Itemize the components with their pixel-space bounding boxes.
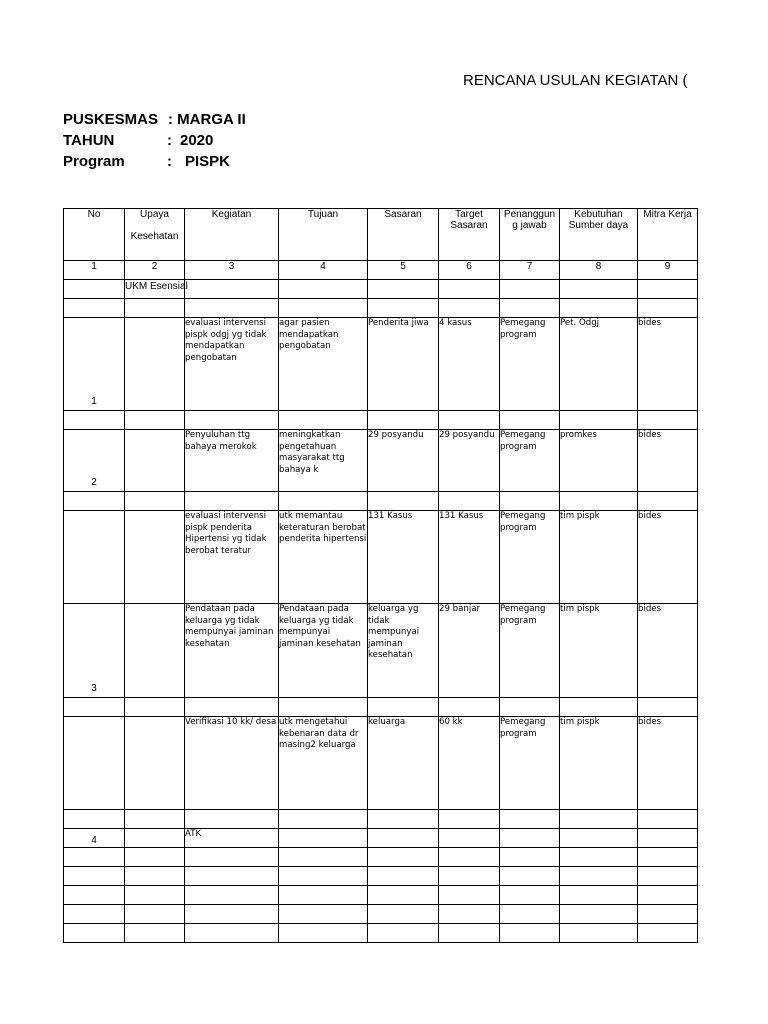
row-number: 2 [91, 477, 97, 488]
col-number: 1 [64, 261, 125, 280]
col-number: 4 [279, 261, 368, 280]
tujuan-cell: utk memantau keteraturan berobat penderita hipertensi [279, 511, 368, 604]
header-kebutuhan [560, 209, 638, 261]
sasaran-cell: 131 Kasus [368, 511, 439, 604]
sasaran-cell: keluarga [368, 717, 439, 810]
mitra-cell: bides [638, 717, 698, 810]
kebutuhan-cell: promkes [560, 430, 638, 492]
header-upaya [125, 209, 185, 261]
empty-cell [64, 280, 125, 299]
penanggung-cell: Pemegang program [500, 604, 560, 698]
sasaran-cell: Penderita jiwa [368, 318, 439, 411]
mitra-cell: bides [638, 604, 698, 698]
kegiatan-cell: ATK [185, 829, 279, 848]
row-no-cell [64, 430, 125, 492]
spacer-row [64, 299, 698, 318]
row-number: 1 [91, 396, 97, 407]
row-no-cell [64, 604, 125, 698]
empty-row [64, 867, 698, 886]
activity-row [64, 430, 698, 492]
target-cell: 4 kasus [439, 318, 500, 411]
header-no: No [64, 209, 125, 261]
penanggung-cell: Pemegang program [500, 318, 560, 411]
empty-row [64, 848, 698, 867]
penanggung-cell: Pemegang program [500, 717, 560, 810]
target-cell: 29 posyandu [439, 430, 500, 492]
kebutuhan-cell: tim pispk [560, 604, 638, 698]
target-cell: 60 kk [439, 717, 500, 810]
activity-row [64, 318, 698, 411]
mitra-cell: bides [638, 430, 698, 492]
spacer-row [64, 698, 698, 717]
penanggung-cell: Pemegang program [500, 430, 560, 492]
row-no-cell [64, 511, 125, 604]
spacer-row [64, 810, 698, 829]
section-cell [125, 280, 188, 299]
col-number: 5 [368, 261, 439, 280]
tujuan-cell: Pendataan pada keluarga yg tidak mempunyai jaminan kesehatan [279, 604, 368, 698]
col-number: 3 [185, 261, 279, 280]
empty-row [64, 924, 698, 943]
header-penanggung [500, 209, 560, 261]
col-number: 7 [500, 261, 560, 280]
row-number: 3 [91, 683, 97, 694]
activity-row [64, 511, 698, 604]
tujuan-cell: meningkatkan pengetahuan masyarakat ttg bahaya k [279, 430, 368, 492]
empty-row [64, 905, 698, 924]
kebutuhan-cell: tim pispk [560, 511, 638, 604]
activity-table [63, 208, 698, 943]
mitra-cell: bides [638, 511, 698, 604]
column-number-row [64, 261, 698, 280]
spacer-row [64, 411, 698, 430]
header-sasaran: Sasaran [368, 209, 439, 261]
header-target-text: Target Sasaran [450, 209, 488, 231]
kegiatan-cell: evaluasi intervensi pispk odgj yg tidak mendapatkan pengobatan [185, 318, 279, 411]
sasaran-cell: 29 posyandu [368, 430, 439, 492]
header-upaya-text: Upaya Kesehatan [130, 209, 179, 242]
mitra-cell: bides [638, 318, 698, 411]
kegiatan-cell: Penyuluhan ttg bahaya merokok [185, 430, 279, 492]
activity-row [64, 604, 698, 698]
document-title: RENCANA USULAN KEGIATAN ( [463, 72, 688, 89]
target-cell: 29 banjar [439, 604, 500, 698]
activity-row [64, 829, 698, 848]
row-no-cell [64, 318, 125, 411]
header-mitra: Mitra Kerja [638, 209, 698, 261]
row-number: 4 [91, 835, 97, 846]
header-kebutuhan-text: Kebutuhan Sumber daya [568, 209, 629, 231]
kebutuhan-cell: Pet. Odgj [560, 318, 638, 411]
col-number: 6 [439, 261, 500, 280]
spacer-row [64, 492, 698, 511]
kegiatan-cell: Verifikasi 10 kk/ desa [185, 717, 279, 810]
meta-program-label: Program [63, 153, 125, 170]
sasaran-cell: keluarga yg tidak mempunyai jaminan kesehatan [368, 604, 439, 698]
row-no-cell [64, 717, 125, 810]
meta-puskesmas-value: : MARGA II [168, 111, 246, 128]
header-row [64, 209, 698, 261]
empty-row [64, 886, 698, 905]
kegiatan-cell: evaluasi intervensi pispk penderita Hipertensi yg tidak berobat teratur [185, 511, 279, 604]
kebutuhan-cell: tim pispk [560, 717, 638, 810]
meta-tahun-label: TAHUN [63, 132, 115, 149]
meta-tahun-value: 2020 [180, 132, 214, 149]
header-tujuan: Tujuan [279, 209, 368, 261]
kegiatan-cell: Pendataan pada keluarga yg tidak mempunyai jaminan kesehatan [185, 604, 279, 698]
col-number: 8 [560, 261, 638, 280]
section-row [64, 280, 698, 299]
meta-program-colon: : [167, 153, 172, 170]
row-no-cell [64, 829, 125, 848]
header-penanggung-text: Penanggun g jawab [503, 209, 556, 231]
section-label: UKM Esensial [125, 281, 188, 292]
target-cell: 131 Kasus [439, 511, 500, 604]
col-number: 2 [125, 261, 185, 280]
meta-puskesmas-label: PUSKESMAS [63, 111, 159, 128]
meta-program-value: PISPK [185, 153, 231, 170]
activity-row [64, 717, 698, 810]
header-target [439, 209, 500, 261]
penanggung-cell: Pemegang program [500, 511, 560, 604]
meta-tahun-colon: : [167, 132, 172, 149]
tujuan-cell: agar pasien mendapatkan pengobatan [279, 318, 368, 411]
header-kegiatan: Kegiatan [185, 209, 279, 261]
tujuan-cell: utk mengetahui kebenaran data dr masing2 keluarga [279, 717, 368, 810]
col-number: 9 [638, 261, 698, 280]
